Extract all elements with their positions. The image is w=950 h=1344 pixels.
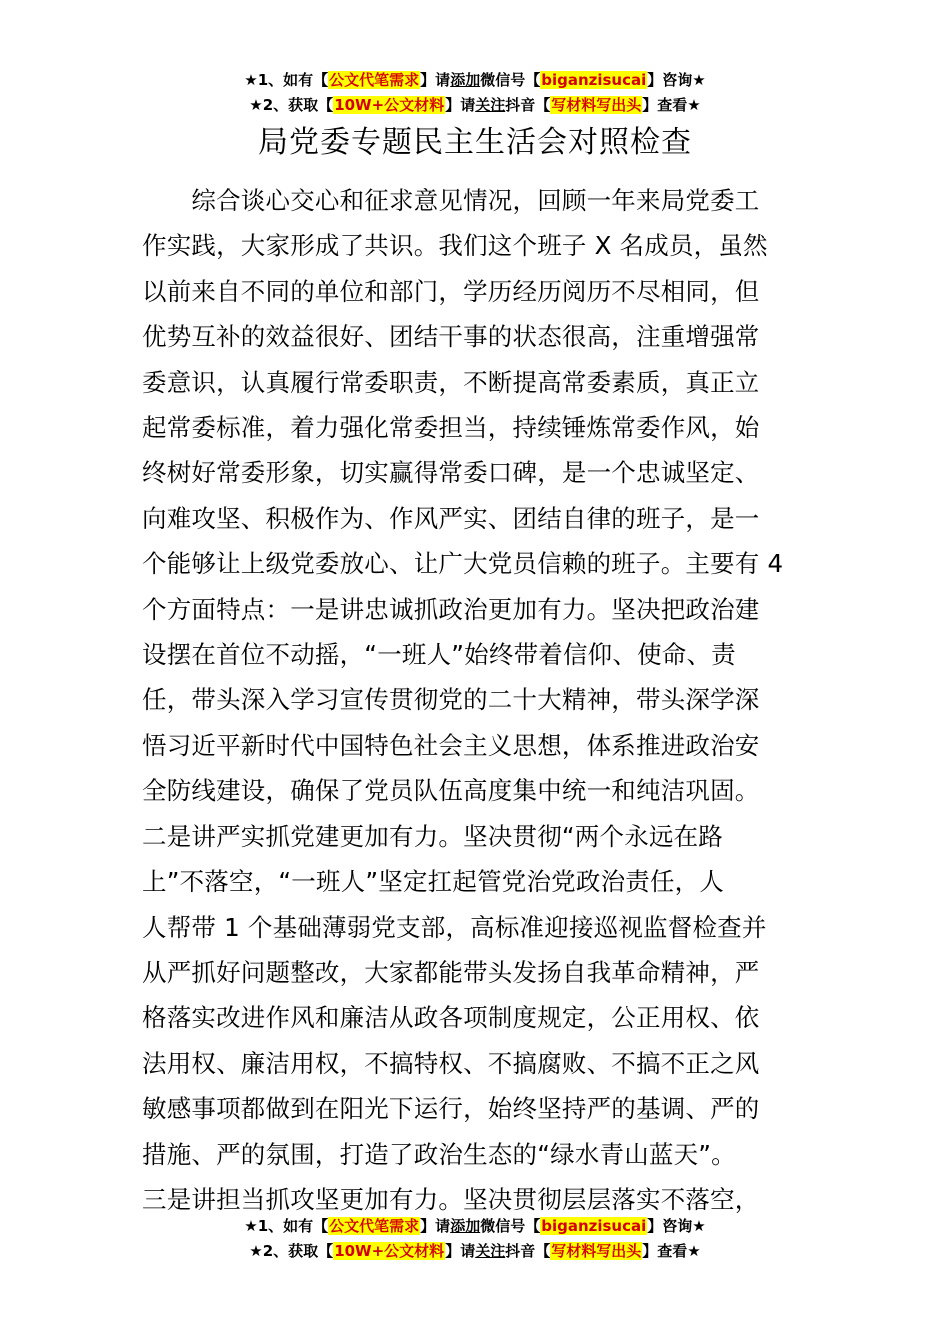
promo-highlight: biganzisucai (541, 71, 647, 89)
body-line: 以前来自不同的单位和部门，学历经历阅历不尽相同，但 (142, 276, 760, 306)
promo-line-2 (0, 93, 950, 118)
body-line: 设摆在首位不动摇，“一班人”始终带着信仰、使命、责 (142, 640, 736, 670)
promo-line-2 (0, 1239, 950, 1264)
promo-text: 】查看★ (642, 1242, 701, 1260)
document-title: 局党委专题民主生活会对照检查 (258, 125, 692, 160)
promo-underline: 添加 (450, 1217, 481, 1235)
body-line: 从严抓好问题整改，大家都能带头发扬自我革命精神，严 (142, 957, 760, 987)
body-line: 上”不落空，“一班人”坚定扛起管党治党政治责任，人 (142, 867, 725, 897)
promo-text: 】咨询★ (647, 1217, 706, 1235)
promo-text: ★1、如有【 (244, 1217, 329, 1235)
body-line: 法用权、廉洁用权，不搞特权、不搞腐败、不搞不正之风 (142, 1048, 760, 1078)
body-line: 任，带头深入学习宣传贯彻党的二十大精神，带头深学深 (142, 685, 760, 715)
promo-text: ★2、获取【 (249, 1242, 334, 1260)
promo-text: ★2、获取【 (249, 96, 334, 114)
promo-highlight: 写材料写出头 (551, 96, 642, 114)
body-line: 作实践，大家形成了共识。我们这个班子 X 名成员，虽然 (142, 231, 768, 261)
promo-underline: 添加 (450, 71, 481, 89)
promo-banner-bottom (0, 1214, 950, 1264)
promo-underline: 关注 (475, 96, 506, 114)
body-line: 措施、严的氛围，打造了政治生态的“绿水青山蓝天”。 (142, 1139, 736, 1169)
body-line: 悟习近平新时代中国特色社会主义思想，体系推进政治安 (142, 730, 760, 760)
promo-text: 】查看★ (642, 96, 701, 114)
promo-underline: 关注 (475, 1242, 506, 1260)
promo-text: 抖音【 (505, 1242, 551, 1260)
body-line: 敏感事项都做到在阳光下运行，始终坚持严的基调、严的 (142, 1094, 760, 1124)
promo-text: 】请 (420, 71, 451, 89)
body-line: 优势互补的效益很好、团结干事的状态很高，注重增强常 (142, 322, 760, 352)
body-line: 格落实改进作风和廉洁从政各项制度规定，公正用权、依 (142, 1003, 760, 1033)
body-line: 综合谈心交心和征求意见情况，回顾一年来局党委工 (142, 186, 760, 215)
promo-text: 】咨询★ (647, 71, 706, 89)
promo-line-1 (0, 1214, 950, 1239)
body-line: 委意识，认真履行常委职责，不断提高常委素质，真正立 (142, 367, 760, 397)
promo-text: 抖音【 (505, 96, 551, 114)
promo-highlight: 写材料写出头 (551, 1242, 642, 1260)
body-line: 起常委标准，着力强化常委担当，持续锤炼常委作风，始 (142, 413, 760, 443)
promo-text: 微信号【 (480, 71, 541, 89)
body-line: 三是讲担当抓攻坚更加有力。坚决贯彻层层落实不落空， (142, 1184, 760, 1214)
body-line: 个能够让上级党委放心、让广大党员信赖的班子。主要有 4 (142, 549, 784, 579)
body-line: 个方面特点：一是讲忠诚抓政治更加有力。坚决把政治建 (142, 594, 760, 624)
promo-highlight: 公文代笔需求 (329, 1217, 420, 1235)
promo-highlight: 公文代笔需求 (329, 71, 420, 89)
promo-text: 】请 (445, 1242, 476, 1260)
promo-text: 微信号【 (480, 1217, 541, 1235)
body-line: 向难攻坚、积极作为、作风严实、团结自律的班子，是一 (142, 503, 760, 533)
promo-highlight: biganzisucai (541, 1217, 647, 1235)
body-line: 终树好常委形象，切实赢得常委口碑，是一个忠诚坚定、 (142, 458, 760, 488)
body-line: 人帮带 1 个基础薄弱党支部，高标准迎接巡视监督检查并 (142, 912, 767, 942)
document-body (142, 178, 808, 1222)
promo-highlight: 10W+公文材料 (334, 1242, 445, 1260)
promo-line-1 (0, 68, 950, 93)
promo-text: 】请 (420, 1217, 451, 1235)
promo-text: 】请 (445, 96, 476, 114)
promo-banner-top (0, 68, 950, 118)
body-line: 二是讲严实抓党建更加有力。坚决贯彻“两个永远在路 (142, 821, 723, 851)
body-line: 全防线建设，确保了党员队伍高度集中统一和纯洁巩固。 (142, 776, 760, 806)
promo-highlight: 10W+公文材料 (334, 96, 445, 114)
promo-text: ★1、如有【 (244, 71, 329, 89)
